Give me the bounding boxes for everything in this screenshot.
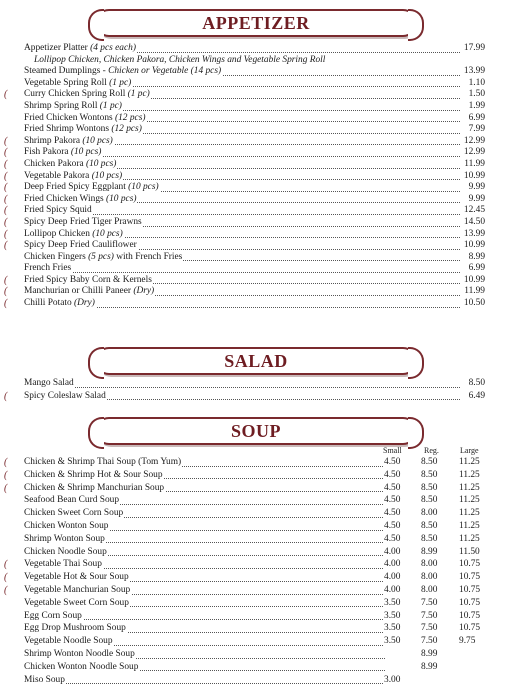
price-small: 4.00 bbox=[384, 572, 401, 583]
item-price: 8.99 bbox=[468, 251, 485, 262]
item-price: 13.99 bbox=[463, 228, 485, 239]
item-name-text: Fried Spicy Baby Corn & Kernels bbox=[24, 274, 152, 285]
item-name: Vegetable Noodle Soup bbox=[24, 636, 113, 647]
soup-title: SOUP bbox=[230, 421, 281, 441]
item-note: (10 pcs) bbox=[80, 135, 113, 146]
item-name: Vegetable Hot & Sour Soup bbox=[24, 572, 129, 583]
item-note: (1 pc) bbox=[125, 89, 150, 100]
item-price: 1.50 bbox=[468, 89, 485, 100]
chili-icon: ( bbox=[4, 286, 8, 298]
item-price: 7.99 bbox=[468, 124, 485, 135]
menu-item bbox=[0, 43, 513, 55]
price-large: 10.75 bbox=[459, 572, 481, 583]
item-note: (10 pcs) bbox=[89, 170, 123, 181]
item-price: 14.50 bbox=[463, 216, 485, 227]
soup-header-small: Small bbox=[383, 446, 402, 455]
item-note: (10 pcs) bbox=[83, 158, 117, 169]
price-small: 3.50 bbox=[384, 610, 401, 621]
price-regular: 8.00 bbox=[421, 508, 438, 519]
item-name-text: Vegetable Spring Roll bbox=[24, 77, 107, 88]
chili-icon: ( bbox=[4, 274, 8, 286]
chili-icon: ( bbox=[4, 193, 8, 205]
price-regular: 8.99 bbox=[421, 546, 438, 557]
price-small: 3.00 bbox=[384, 674, 401, 685]
item-price: 9.99 bbox=[468, 193, 485, 204]
item-name-text: Shrimp Pakora bbox=[24, 135, 80, 146]
price-large: 10.75 bbox=[459, 584, 481, 595]
item-note: (Dry) bbox=[71, 298, 95, 309]
item-name: Seafood Bean Curd Soup bbox=[24, 495, 120, 506]
chili-icon: ( bbox=[4, 457, 8, 468]
appetizer-banner bbox=[95, 9, 417, 37]
item-note: (12 pcs) bbox=[112, 112, 146, 123]
leader-dots bbox=[24, 375, 460, 388]
price-regular: 7.50 bbox=[421, 636, 438, 647]
price-regular: 8.50 bbox=[421, 482, 438, 493]
item-price: 12.99 bbox=[463, 147, 485, 158]
item-note: (Dry) bbox=[131, 286, 155, 297]
item-price: 10.99 bbox=[463, 170, 485, 181]
price-large: 11.25 bbox=[459, 495, 480, 506]
price-regular: 8.99 bbox=[421, 648, 438, 659]
item-name: Chicken Wonton Soup bbox=[24, 520, 109, 531]
chili-icon: ( bbox=[4, 572, 8, 584]
item-name: Chicken & Shrimp Manchurian Soup bbox=[24, 482, 165, 493]
price-regular: 8.00 bbox=[421, 572, 438, 583]
price-small: 4.50 bbox=[384, 520, 401, 531]
item-price: 1.99 bbox=[468, 100, 485, 111]
price-regular: 8.50 bbox=[421, 520, 438, 531]
item-name-text: Curry Chicken Spring Roll bbox=[24, 89, 126, 100]
price-small: 4.50 bbox=[384, 508, 401, 519]
item-name: Egg Drop Mushroom Soup bbox=[24, 623, 126, 634]
price-large: 11.25 bbox=[459, 520, 480, 531]
price-small: 4.50 bbox=[384, 469, 401, 480]
item-name: Chicken Wonton Noodle Soup bbox=[24, 661, 139, 672]
price-regular: 8.50 bbox=[421, 469, 438, 480]
price-regular: 7.50 bbox=[421, 623, 438, 634]
item-price: 6.99 bbox=[468, 112, 485, 123]
item-name-text: Manchurian or Chilli Paneer bbox=[24, 286, 132, 297]
menu-item bbox=[0, 298, 513, 310]
item-name: Shrimp Wonton Noodle Soup bbox=[24, 648, 135, 659]
item-price: 13.99 bbox=[463, 66, 485, 77]
item-note: (5 pcs) bbox=[85, 251, 114, 262]
item-name-text: Steamed Dumplings - bbox=[24, 66, 109, 77]
item-note: (10 pcs) bbox=[103, 193, 137, 204]
soup-list bbox=[0, 457, 513, 687]
item-name-text: Fish Pakora bbox=[24, 147, 69, 158]
salad-title: SALAD bbox=[224, 351, 288, 371]
item-name-text: Lollipop Chicken bbox=[24, 228, 90, 239]
item-note: Chicken or Vegetable (14 pcs) bbox=[108, 66, 222, 77]
chili-icon: ( bbox=[4, 135, 8, 147]
price-small: 4.50 bbox=[384, 482, 401, 493]
item-price: 1.10 bbox=[468, 77, 485, 88]
item-name-text: Fried Shrimp Wontons bbox=[24, 124, 110, 135]
chili-icon: ( bbox=[4, 298, 8, 310]
price-large: 10.75 bbox=[459, 597, 481, 608]
item-name: Miso Soup bbox=[24, 674, 65, 685]
price-small: 4.00 bbox=[384, 584, 401, 595]
chili-icon: ( bbox=[4, 390, 8, 402]
price-large: 11.25 bbox=[459, 457, 480, 467]
item-name-text: Spicy Deep Fried Cauliflower bbox=[24, 240, 137, 251]
chili-icon: ( bbox=[4, 482, 8, 494]
price-small: 4.50 bbox=[384, 533, 401, 544]
item-note: (10 pcs) bbox=[68, 147, 102, 158]
item-note-tail: with French Fries bbox=[113, 251, 183, 262]
item-name-text: Fried Spicy Squid bbox=[24, 205, 92, 216]
item-name: Chicken Noodle Soup bbox=[24, 546, 107, 557]
chili-icon: ( bbox=[4, 559, 8, 571]
item-price: 12.99 bbox=[463, 135, 485, 146]
chili-icon: ( bbox=[4, 147, 8, 159]
soup-header-reg: Reg. bbox=[424, 446, 439, 455]
price-small: 4.50 bbox=[384, 457, 401, 467]
price-large: 9.75 bbox=[459, 636, 476, 647]
item-price: 12.45 bbox=[463, 205, 485, 216]
price-regular: 8.50 bbox=[421, 457, 438, 467]
item-name-text: Appetizer Platter bbox=[24, 43, 88, 53]
salad-list bbox=[0, 378, 513, 403]
item-name: Egg Corn Soup bbox=[24, 610, 82, 621]
item-price: 9.99 bbox=[468, 182, 485, 193]
item-name-text: Shrimp Spring Roll bbox=[24, 100, 98, 111]
price-large: 11.25 bbox=[459, 469, 480, 480]
price-regular: 8.00 bbox=[421, 559, 438, 570]
item-name-text: Fried Chicken Wontons bbox=[24, 112, 113, 123]
menu-item bbox=[0, 675, 513, 688]
price-large: 11.50 bbox=[459, 546, 480, 557]
item-price: 10.99 bbox=[463, 274, 485, 285]
item-price: 11.99 bbox=[464, 286, 485, 297]
price-large: 11.25 bbox=[459, 533, 480, 544]
item-name-text: Chicken Fingers bbox=[24, 251, 86, 262]
price-regular: 8.50 bbox=[421, 533, 438, 544]
item-name-text: Deep Fried Spicy Eggplant bbox=[24, 182, 126, 193]
item-note: (12 pcs) bbox=[109, 124, 142, 135]
price-small: 4.50 bbox=[384, 495, 401, 506]
item-name-text: Spicy Deep Fried Tiger Prawns bbox=[24, 216, 142, 227]
price-regular: 8.99 bbox=[421, 661, 438, 672]
appetizer-title: APPETIZER bbox=[202, 13, 310, 33]
price-small: 3.50 bbox=[384, 597, 401, 608]
item-note: (10 pcs) bbox=[125, 182, 159, 193]
salad-banner bbox=[95, 347, 417, 375]
price-small: 3.50 bbox=[384, 623, 401, 634]
item-name: Chicken & Shrimp Hot & Sour Soup bbox=[24, 469, 163, 480]
item-name: Vegetable Sweet Corn Soup bbox=[24, 597, 129, 608]
item-name-text: French Fries bbox=[24, 263, 72, 274]
item-price: 6.49 bbox=[468, 390, 485, 401]
item-note: (1 pc) bbox=[97, 100, 122, 111]
appetizer-list bbox=[0, 43, 513, 310]
chili-icon: ( bbox=[4, 170, 8, 182]
soup-header-large: Large bbox=[460, 446, 479, 455]
chili-icon: ( bbox=[4, 205, 8, 217]
menu-item bbox=[0, 391, 513, 404]
item-price: 11.99 bbox=[464, 158, 485, 169]
chili-icon: ( bbox=[4, 584, 8, 596]
price-regular: 7.50 bbox=[421, 610, 438, 621]
price-large: 10.75 bbox=[459, 623, 481, 634]
item-price: 10.50 bbox=[463, 298, 485, 309]
chili-icon: ( bbox=[4, 89, 8, 101]
item-note: (1 pc) bbox=[106, 77, 132, 88]
price-regular: 8.50 bbox=[421, 495, 438, 506]
item-description: Lollipop Chicken, Chicken Pakora, Chicken Wings and Vegetable Spring Roll bbox=[34, 54, 326, 65]
item-note: (4 pcs each) bbox=[87, 43, 136, 53]
item-note: (10 pcs) bbox=[89, 228, 123, 239]
leader-dots bbox=[24, 672, 385, 685]
item-name: Vegetable Thai Soup bbox=[24, 559, 102, 570]
soup-banner bbox=[95, 417, 417, 445]
item-name bbox=[24, 43, 137, 55]
chili-icon: ( bbox=[4, 240, 8, 252]
price-large: 11.25 bbox=[459, 508, 480, 519]
item-name: Shrimp Wonton Soup bbox=[24, 533, 105, 544]
chili-icon: ( bbox=[4, 182, 8, 194]
item-name-text: Vegetable Pakora bbox=[24, 170, 90, 181]
item-name bbox=[24, 298, 96, 310]
item-name: Vegetable Manchurian Soup bbox=[24, 584, 131, 595]
item-name-text: Fried Chicken Wings bbox=[24, 193, 104, 204]
chili-icon: ( bbox=[4, 228, 8, 240]
item-name: Chicken Sweet Corn Soup bbox=[24, 508, 124, 519]
price-regular: 8.00 bbox=[421, 584, 438, 595]
item-name: Spicy Coleslaw Salad bbox=[24, 390, 106, 401]
price-small: 4.00 bbox=[384, 559, 401, 570]
chili-icon: ( bbox=[4, 469, 8, 481]
price-large: 11.25 bbox=[459, 482, 480, 493]
item-name: Mango Salad bbox=[24, 378, 74, 388]
chili-icon: ( bbox=[4, 216, 8, 228]
item-price: 6.99 bbox=[468, 263, 485, 274]
price-small: 4.00 bbox=[384, 546, 401, 557]
chili-icon: ( bbox=[4, 158, 8, 170]
item-name: Chicken & Shrimp Thai Soup (Tom Yum) bbox=[24, 457, 182, 467]
price-small: 3.50 bbox=[384, 636, 401, 647]
item-price: 10.99 bbox=[463, 240, 485, 251]
item-price: 8.50 bbox=[468, 378, 485, 388]
item-price: 17.99 bbox=[463, 43, 485, 53]
item-name-text: Chilli Potato bbox=[24, 298, 72, 309]
price-regular: 7.50 bbox=[421, 597, 438, 608]
price-large: 10.75 bbox=[459, 559, 481, 570]
item-name-text: Chicken Pakora bbox=[24, 158, 84, 169]
price-large: 10.75 bbox=[459, 610, 481, 621]
